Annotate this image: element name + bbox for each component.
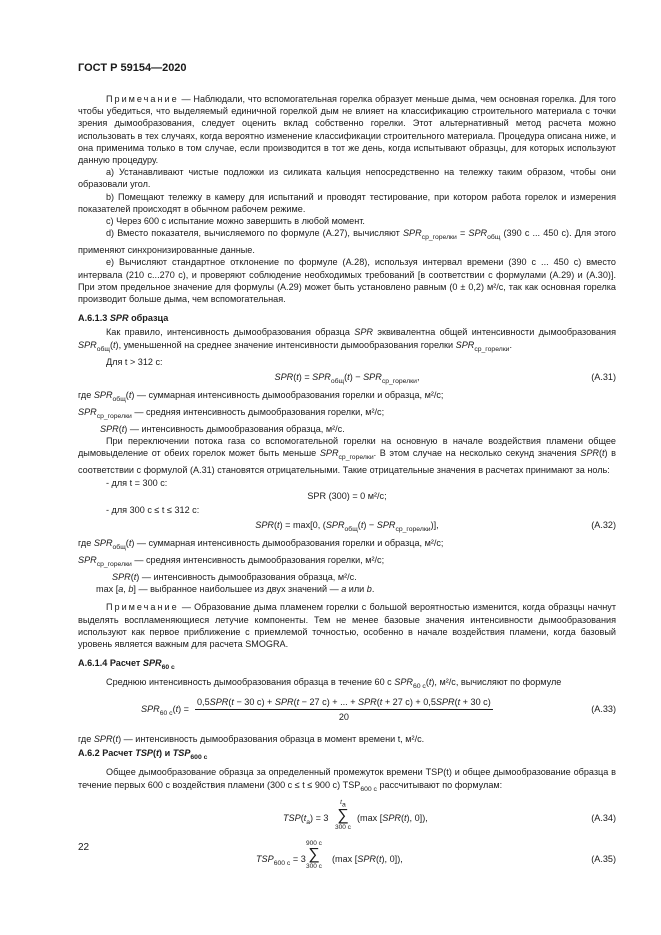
document-body	[78, 93, 616, 881]
def2-spr-burner: $SPR_{ср\_горелки}$ — средняя интенсивность дымообразования горелки, м²/с;	[78, 554, 385, 568]
switch-paragraph: При переключении потока газа со вспомогательной горелки на основную в начале воздействия пламени общее дымовыделение от обеих горелок может быть меньше $SPR_{ср\_горелки}$. В этом случае на несколько секунд значения SPR(t) в соответствии с формулой (А.31) становятся отрицательными. Такие отрицательные значения в расчетах принимают за ноль:	[78, 436, 616, 476]
document-page	[78, 0, 616, 935]
equation-a32: SPR(t) = max[0, $(SPR_{общ}(t) - SPR_{ср\_горелки})$], (А.32)	[255, 519, 616, 533]
tsp-paragraph: Общее дымообразование образца за определенный промежуток времени TSP(t) и общее дымообразование образца в течение первых 600 с воздействия пламени (300 с ≤ t ≤ 900 с) $TSP_{600 с}$ рассчитывают по формулам:	[78, 767, 616, 793]
item-e: e) Вычисляют стандартное отклонение по формуле (А.28), используя интервал времени (390 с ... 450 с) вместо интервала (210 с...270 с), и проверяют соблюдение необходимых требований [в соответствии с формулами (А.29) и (А.30)]. При этом предельное значение для формулы (А.29) может быть установлено равным (0 ± 0,2) м²/с, так как основная горелка производит больше дыма, чем вспомогательная.	[78, 257, 616, 305]
equation-a31: $SPR(t) = SPR_{общ}(t) - SPR_{ср\_горелки}$, (А.31)	[274, 371, 616, 385]
note-paragraph-2: Примечание — Образование дыма пламенем горелки с большой вероятностью изменится, когда образцы начнут выделять воспламеняющиеся летучие компоненты. Тем не менее базовые значения интенсивности дымообразования используют как первое приближение с приемлемой точностью, особенно в начале воздействия пламени, когда базовый уровень является важным для расчета SMOGRA.	[78, 602, 616, 649]
def3-spr: где SPR(t) — интенсивность дымообразования образца в момент времени t, м²/с.	[78, 734, 425, 745]
def2-max: max [a, b] — выбранное наибольшее из двух значений — a или b.	[96, 584, 375, 595]
equation-a35: $TSP_{600 с} = 3$ 900 с ∑ 300 с (max [SPR(t), 0]), (А.35)	[256, 839, 616, 870]
def2-spr-sample: SPR(t) — интенсивность дымообразования образца, м²/с.	[112, 571, 357, 582]
section-a62-heading: А.6.2 Расчет TSP(t) и $TSP_{600 с}$	[78, 748, 208, 762]
item-a: a) Устанавливают чистые подложки из силиката кальция непосредственно на тележку таким образом, чтобы они образовали угол.	[78, 167, 616, 190]
case-t-300-312: - для 300 с ≤ t ≤ 312 с:	[106, 504, 200, 515]
equation-a33: $SPR_{60 с}(t)$ = 0,5SPR(t − 30 с) + SPR(t − 27 с) + ... + SPR(t + 27 с) + 0,5SPR(t + 30 с) 20 (А.33)	[141, 697, 616, 723]
def-spr-sample: SPR(t) — интенсивность дымообразования образца, м²/с.	[100, 423, 345, 434]
spr-definition-paragraph: Как правило, интенсивность дымообразования образца SPR эквивалентна общей интенсивности дымообразования $SPR_{общ}(t)$, уменьшенной на среднее значение интенсивности дымообразования горелки $SPR_{ср\_горелки}$.	[78, 327, 616, 353]
section-a614-heading: А.6.1.4 Расчет $SPR_{60 с}$	[78, 658, 175, 672]
avg-paragraph: Среднюю интенсивность дымообразования образца в течение 60 с $SPR_{60 с}(t)$, м²/с, вычисляют по формуле	[106, 677, 562, 691]
def2-spr-total: где $SPR_{общ}(t)$ — суммарная интенсивность дымообразования горелки и образца, м²/с;	[78, 537, 444, 551]
note-paragraph-1: Примечание — Наблюдали, что вспомогательная горелка образует меньше дыма, чем основная горелка. Для того чтобы убедиться, что выделяемый единичной горелкой дым не влияет на классификацию строительного материала с точки зрения дымообразования, следует оценить вклад собственно горелки. Этот альтернативный метод расчета можно использовать в тех случаях, когда вероятно изменение классификации строительного материала. Процедура описана ниже, и она применима только в том случае, если производится в тот же день, когда испытывают образцы, для которых используют данную процедуру.	[78, 94, 616, 166]
def-spr-total: где $SPR_{общ}(t)$ — суммарная интенсивность дымообразования горелки и образца, м²/с;	[78, 389, 444, 403]
section-a613-heading: А.6.1.3 SPR образца	[78, 313, 169, 324]
page-number: 22	[78, 842, 90, 853]
equation-a34: $TSP(t_a) = 3$ $t_a$ ∑ 300 с (max [SPR(t), 0]), (А.34)	[283, 798, 616, 831]
note-label: Примечание	[106, 94, 179, 104]
condition-t-312: Для t > 312 с:	[106, 356, 163, 367]
item-c: c) Через 600 с испытание можно завершить в любой момент.	[106, 216, 365, 227]
item-d: d) Вместо показателя, вычисляемого по формуле (А.27), вычисляют $SPR_{ср\_горелки} = SPR_{общ}$ (390 с ... 450 с). Для этого применяют синхронизированные данные.	[78, 228, 616, 256]
document-header: ГОСТ Р 59154—2020	[78, 62, 187, 74]
equation-spr-300: SPR (300) = 0 м²/с;	[307, 490, 387, 501]
item-b: b) Помещают тележку в камеру для испытаний и проводят тестирование, при котором работа горелок и измерения показателей происходят в обычном рабочем режиме.	[78, 191, 616, 214]
case-t-300: - для t = 300 с:	[106, 477, 168, 488]
def-spr-burner: $SPR_{ср\_горелки}$ — средняя интенсивность дымообразования горелки, м²/с;	[78, 406, 385, 420]
